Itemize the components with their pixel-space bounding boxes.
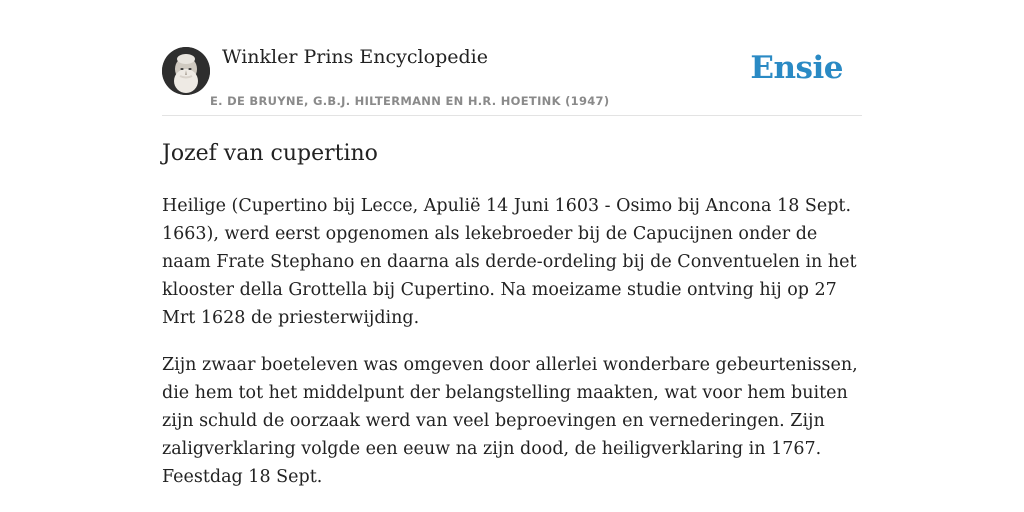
article-paragraph-2: Zijn zwaar boeteleven was omgeven door allerlei wonderbare gebeurtenissen, die hem tot het middelpunt der belangstelling maakten, wat voor hem buiten zijn schuld de oorzaak werd van veel beproevingen en vernederingen. Zijn zaligverklaring volgde een eeuw na zijn dood, de heiligverklaring in 1767. Feestdag 18 Sept.	[162, 355, 858, 487]
source-header	[162, 0, 862, 116]
page-container	[162, 0, 862, 487]
ensie-logo-link[interactable]: Ensie	[750, 50, 843, 86]
source-title[interactable]: Winkler Prins Encyclopedie	[222, 46, 488, 68]
bearded-man-portrait-icon	[162, 47, 210, 95]
source-authors: E. DE BRUYNE, G.B.J. HILTERMANN EN H.R. HOETINK (1947)	[210, 94, 610, 108]
article-paragraph-1: Heilige (Cupertino bij Lecce, Apulië 14 Juni 1603 - Osimo bij Ancona 18 Sept. 1663), werd eerst opgenomen als lekebroeder bij de Capucijnen onder de naam Frate Stephano en daarna als derde-ordeling bij de Conventuelen in het klooster della Grottella bij Cupertino. Na moeizame studie ontving hij op 27 Mrt 1628 de priesterwijding.	[162, 196, 857, 328]
article-title: Jozef van cupertino	[162, 141, 378, 166]
author-avatar[interactable]	[162, 47, 210, 95]
